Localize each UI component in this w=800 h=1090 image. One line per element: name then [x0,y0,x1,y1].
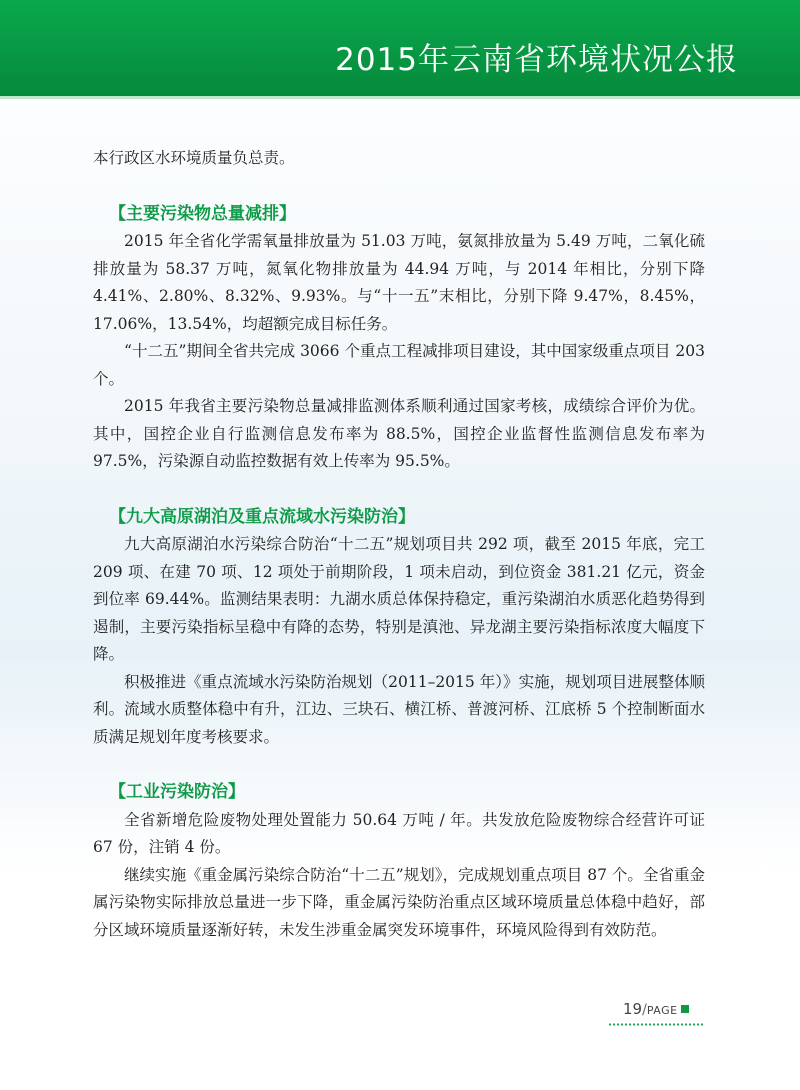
page-number [623,1000,689,1018]
green-square-icon [681,1005,689,1013]
header-divider [0,96,800,99]
section-heading-emission-reduction: 【主要污染物总量减排】 [109,203,296,224]
page-header-band [0,0,800,96]
report-title: 2015年云南省环境状况公报 [335,42,738,78]
section-heading-lake-pollution: 【九大高原湖泊及重点流域水污染防治】 [109,506,415,527]
dotted-rule [608,1023,704,1026]
intro-paragraph: 本行政区水环境质量负总责。 [93,149,295,167]
paragraph: 积极推进《重点流域水污染防治规划（2011–2015 年）》实施，规划项目进展整体顺利。流域水质整体稳中有升，江边、三块石、横江桥、普渡河桥、江底桥 5 个控制断面水质满足规划年度考核要求。 [93,672,705,746]
page-slash: / [642,1002,647,1018]
paragraph: 2015 年全省化学需氧量排放量为 51.03 万吨，氨氮排放量为 5.49 万吨，二氧化硫排放量为 58.37 万吨，氮氧化物排放量为 44.94 万吨，与 2014 年相比，分别下降 4.41%、2.80%、8.32%、9.93%。与“十一五”末相比，分别下降 9.47%，8.45%，17.06%，13.54%，均超额完成目标任务。 [93,232,705,333]
paragraph: 2015 年我省主要污染物总量减排监测体系顺利通过国家考核，成绩综合评价为优。其中，国控企业自行监测信息发布率为 88.5%，国控企业监督性监测信息发布率为 97.5%，污染源自动监控数据有效上传率为 95.5%。 [93,397,705,470]
page-label: PAGE [646,1004,678,1017]
paragraph: 继续实施《重金属污染综合防治“十二五”规划》，完成规划重点项目 87 个。全省重金属污染物实际排放总量进一步下降，重金属污染防治重点区域环境质量总体稳中趋好，部分区域环境质量逐渐好转，未发生涉重金属突发环境事件，环境风险得到有效防范。 [93,865,705,939]
paragraph: “十二五”期间全省共完成 3066 个重点工程减排项目建设，其中国家级重点项目 203 个。 [93,342,705,388]
page-number-value: 19 [623,1000,643,1018]
section-heading-industrial-pollution: 【工业污染防治】 [109,782,245,802]
article-body [93,145,705,944]
paragraph: 九大高原湖泊水污染综合防治“十二五”规划项目共 292 项，截至 2015 年底，完工 209 项、在建 70 项、12 项处于前期阶段，1 项未启动，到位资金 381.21 亿元，资金到位率 69.44%。监测结果表明：九湖水质总体保持稳定，重污染湖泊水质恶化趋势得到遏制，主要污染指标呈稳中有降的态势，特别是滇池、异龙湖主要污染指标浓度大幅度下降。 [93,535,705,663]
paragraph: 全省新增危险废物处理处置能力 50.64 万吨 / 年。共发放危险废物综合经营许可证 67 份，注销 4 份。 [93,810,705,856]
